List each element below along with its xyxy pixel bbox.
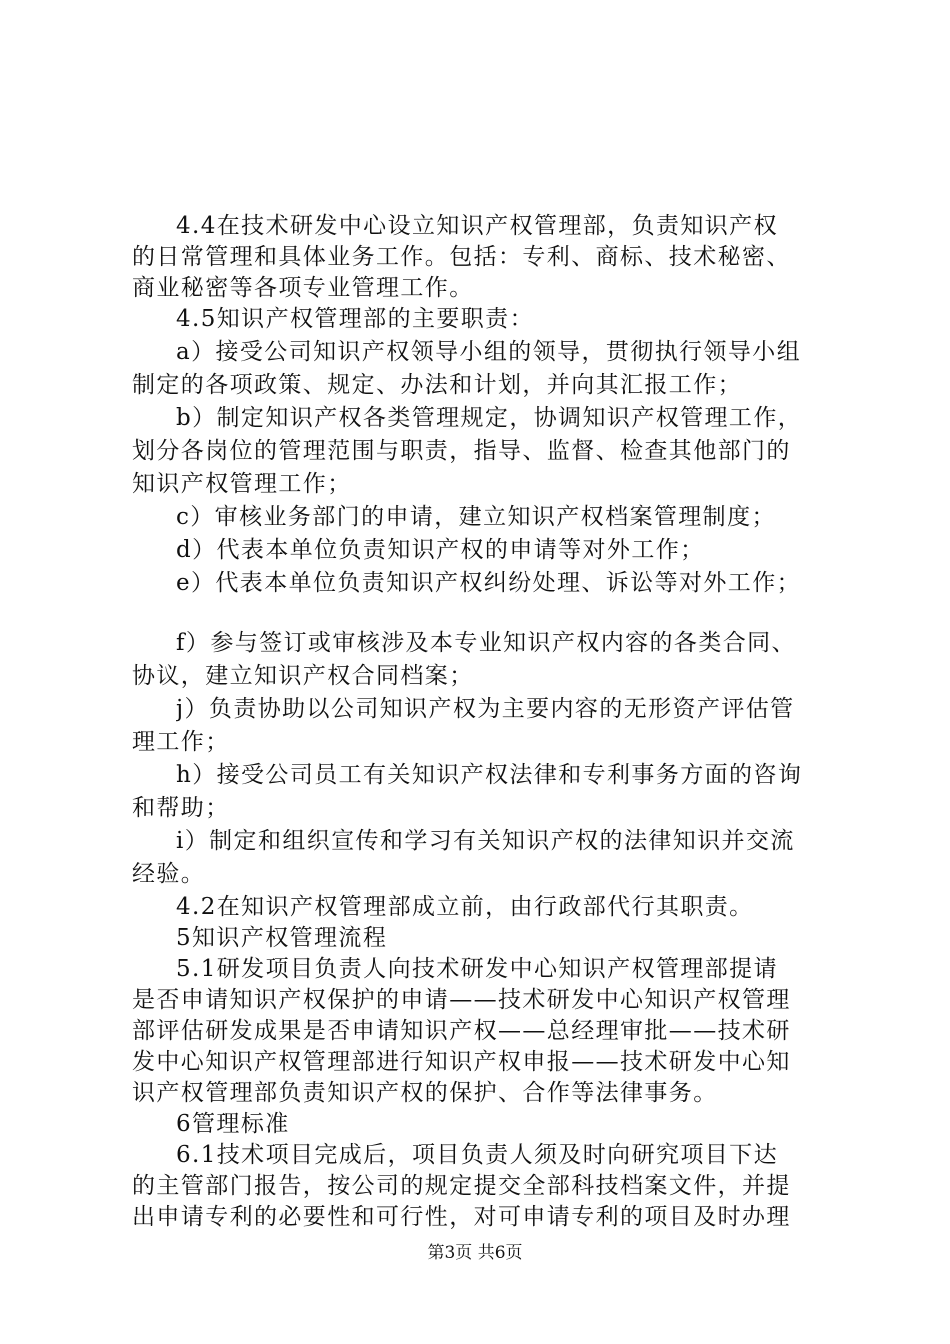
paragraph-line: j）负责协助以公司知识产权为主要内容的无形资产评估管	[176, 696, 795, 722]
paragraph-line: 出申请专利的必要性和可行性，对可申请专利的项目及时办理	[132, 1204, 791, 1230]
section-heading: 5知识产权管理流程	[176, 925, 388, 951]
paragraph-line: 识产权管理部负责知识产权的保护、合作等法律事务。	[132, 1080, 718, 1106]
paragraph-line: 发中心知识产权管理部进行知识产权申报——技术研发中心知	[132, 1049, 791, 1075]
section-heading: 6管理标准	[176, 1111, 290, 1137]
section-heading: 4.5知识产权管理部的主要职责：	[176, 306, 534, 332]
paragraph-line: i）制定和组织宣传和学习有关知识产权的法律知识并交流	[176, 828, 795, 854]
paragraph-line: f）参与签订或审核涉及本专业知识产权内容的各类合同、	[176, 630, 796, 656]
paragraph-line: 划分各岗位的管理范围与职责，指导、监督、检查其他部门的	[132, 438, 791, 464]
paragraph-line: d）代表本单位负责知识产权的申请等对外工作；	[176, 537, 705, 563]
paragraph-line: 理工作；	[132, 729, 230, 755]
paragraph-line: 协议，建立知识产权合同档案；	[132, 663, 474, 689]
paragraph-line: 5.1研发项目负责人向技术研发中心知识产权管理部提请	[176, 956, 778, 982]
paragraph-line: a）接受公司知识产权领导小组的领导，贯彻执行领导小组	[176, 339, 802, 365]
paragraph-line: b）制定知识产权各类管理规定，协调知识产权管理工作，	[176, 405, 803, 431]
paragraph-line: 制定的各项政策、规定、办法和计划，并向其汇报工作；	[132, 372, 742, 398]
paragraph-line: h）接受公司员工有关知识产权法律和专利事务方面的咨询	[176, 762, 803, 788]
paragraph-line: e）代表本单位负责知识产权纠纷处理、诉讼等对外工作；	[176, 570, 802, 596]
paragraph-line: 的日常管理和具体业务工作。包括：专利、商标、技术秘密、	[132, 244, 791, 270]
paragraph-line: 的主管部门报告，按公司的规定提交全部科技档案文件，并提	[132, 1173, 791, 1199]
paragraph-line: 部评估研发成果是否申请知识产权——总经理审批——技术研	[132, 1018, 791, 1044]
paragraph-line: 6.1技术项目完成后，项目负责人须及时向研究项目下达	[176, 1142, 778, 1168]
paragraph-line: 4.2在知识产权管理部成立前，由行政部代行其职责。	[176, 894, 754, 920]
paragraph-line: 和帮助；	[132, 795, 230, 821]
page-number-footer: 第3页 共6页	[427, 1243, 523, 1263]
paragraph-line: 是否申请知识产权保护的申请——技术研发中心知识产权管理	[132, 987, 791, 1013]
paragraph-line: 知识产权管理工作；	[132, 471, 352, 497]
paragraph-line: 商业秘密等各项专业管理工作。	[132, 275, 474, 301]
paragraph-line: 经验。	[132, 861, 206, 887]
paragraph-line: c）审核业务部门的申请，建立知识产权档案管理制度；	[176, 504, 776, 530]
paragraph-line: 4.4在技术研发中心设立知识产权管理部，负责知识产权	[176, 213, 778, 239]
